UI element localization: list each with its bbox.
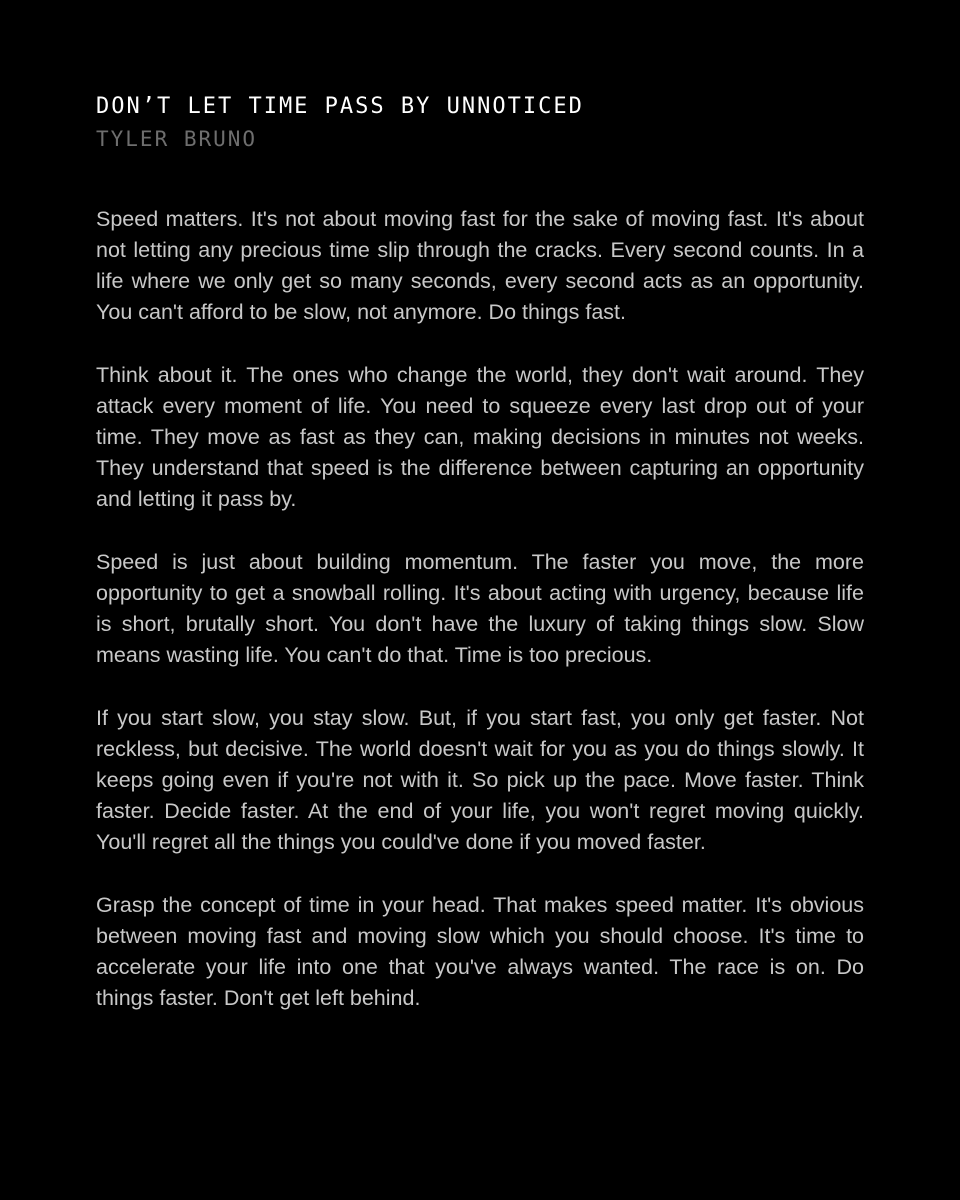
body-paragraph-4: If you start slow, you stay slow. But, if you start fast, you only get faster. Not reckless, but decisive. The world doesn't wait for you as you do things slowly. It keeps going even if you're not with it. So pick up the pace. Move faster. Think faster. Decide faster. At the end of your life, you won't regret moving quickly. You'll regret all the things you could've done if you moved faster.: [96, 706, 864, 854]
post-header: [96, 92, 864, 154]
body-paragraph-2: Think about it. The ones who change the world, they don't wait around. They attack every moment of life. You need to squeeze every last drop out of your time. They move as fast as they can, making decisions in minutes not weeks. They understand that speed is the difference between capturing an opportunity and letting it pass by.: [96, 363, 864, 511]
body-paragraph-3: Speed is just about building momentum. The faster you move, the more opportunity to get a snowball rolling. It's about acting with urgency, because life is short, brutally short. You don't have the luxury of taking things slow. Slow means wasting life. You can't do that. Time is too precious.: [96, 550, 864, 667]
post-title: DON’T LET TIME PASS BY UNNOTICED: [96, 94, 584, 119]
body-paragraph-5: Grasp the concept of time in your head. That makes speed matter. It's obvious between moving fast and moving slow which you should choose. It's time to accelerate your life into one that you've always wanted. The race is on. Do things faster. Don't get left behind.: [96, 893, 864, 1010]
post-body: [96, 204, 864, 1046]
post-author: TYLER BRUNO: [96, 127, 258, 151]
body-paragraph-1: Speed matters. It's not about moving fast for the sake of moving fast. It's about not letting any precious time slip through the cracks. Every second counts. In a life where we only get so many seconds, every second acts as an opportunity. You can't afford to be slow, not anymore. Do things fast.: [96, 207, 864, 324]
